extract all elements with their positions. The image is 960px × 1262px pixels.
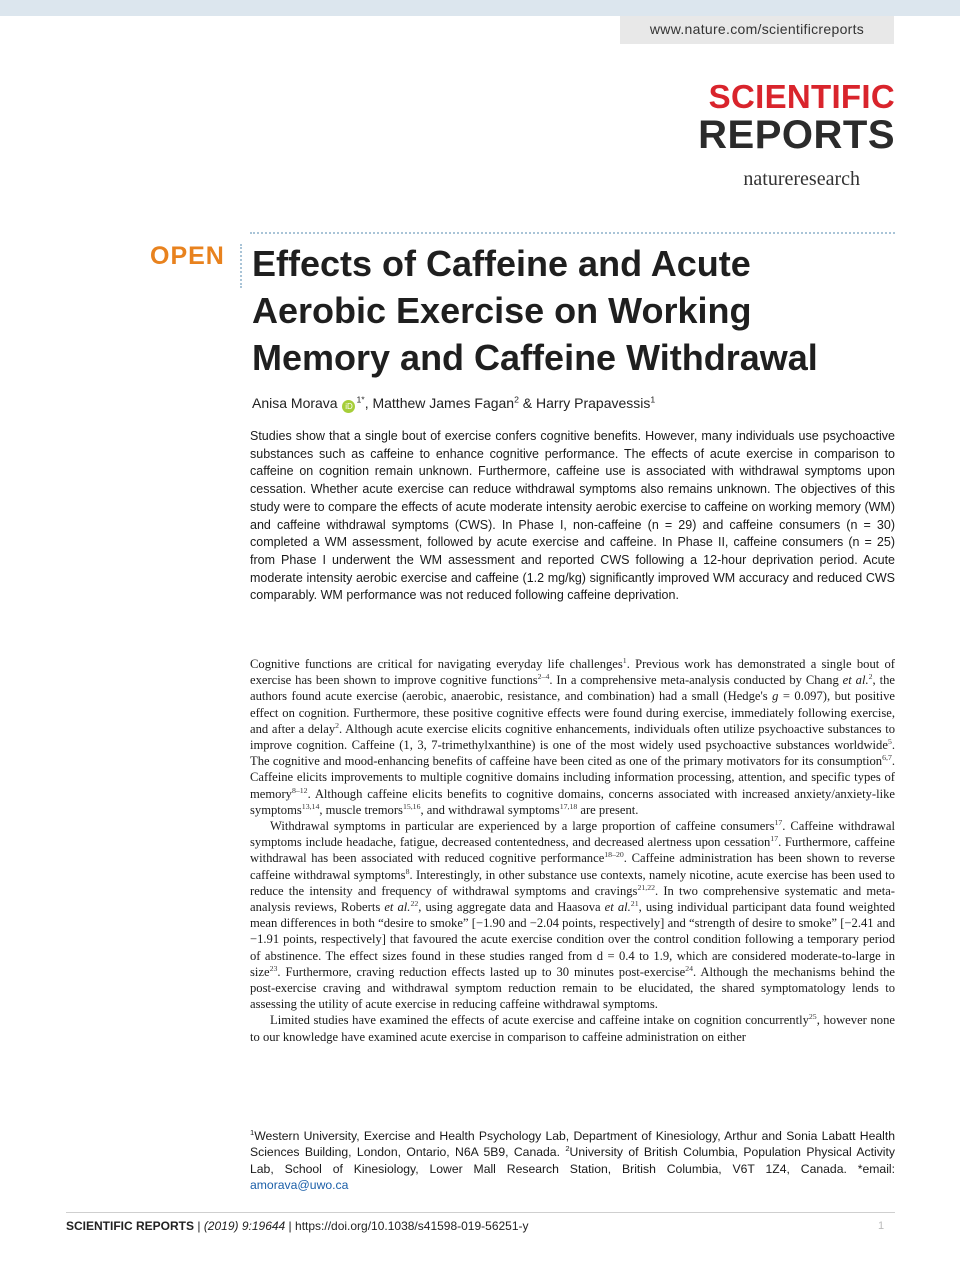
footer-divider <box>66 1212 895 1213</box>
citation-ref[interactable]: 23 <box>269 963 278 973</box>
open-access-label: OPEN <box>150 242 225 270</box>
citation-ref[interactable]: 5 <box>887 736 892 746</box>
footer: SCIENTIFIC REPORTS | (2019) 9:19644 | https://doi.org/10.1038/s41598-019-56251-y <box>66 1219 529 1233</box>
citation-ref[interactable]: 21 <box>630 898 639 908</box>
email-link[interactable]: amorava@uwo.ca <box>250 1177 349 1192</box>
publisher-logo: natureresearch <box>743 168 860 190</box>
citation-ref[interactable]: 6,7 <box>882 753 892 763</box>
citation-ref[interactable]: 22 <box>410 898 419 908</box>
paragraph: Withdrawal symptoms in particular are experienced by a large proportion of caffeine consumers$^{17}$. Caffeine withdrawal symptoms include headache, fatigue, decreased contentedness, and decreased alertness upon cessation$^{17}$. Furthermore, caffeine withdrawal has been associated with reduced cognitive performance$^{18-20}$. Caffeine administration has been shown to reverse caffeine withdrawal symptoms$^8$. Interestingly, in other substance use contexts, namely nicotine, acute exercise has been used to reduce the intensity and frequency of withdrawal symptoms and cravings$^{21,22}$. In two comprehensive systematic and meta-analysis reviews, Roberts et al.$^{22}$, using aggregate data and Haasova et al.$^{21}$, using individual participant data found weighted mean differences in both “desire to smoke” [−1.90 and −2.04 points, respectively] and “strength of desire to smoke” [−2.41 and −1.91 points, respectively] that favoured the acute exercise condition over the control condition following a temporary period of abstinence. The effect sizes found in these studies ranged from d = 0.4 to 1.9, which are considered moderate-to-large in size$^{23}$. Furthermore, craving reduction effects lasted up to 30 minutes post-exercise$^{24}$. Although the mechanisms behind the post-exercise craving and withdrawal symptom reduction remain to be elucidated, the shared symptomatology lends to assessing the utility of acute exercise in reducing caffeine withdrawal symptoms. <box>250 817 895 1012</box>
author-name[interactable]: & Harry Prapavessis <box>518 395 651 411</box>
author-affil-sup: 1* <box>356 394 365 405</box>
journal-url-box[interactable] <box>620 16 894 44</box>
citation-ref[interactable]: 25 <box>808 1012 817 1022</box>
open-divider <box>240 244 242 288</box>
top-band <box>0 0 960 16</box>
citation-ref[interactable]: 2 <box>335 720 340 730</box>
author-affil-sup: 1 <box>650 394 656 405</box>
citation-ref[interactable]: 21,22 <box>637 882 655 892</box>
citation-ref[interactable]: 1 <box>622 655 627 665</box>
paragraph: Limited studies have examined the effects of acute exercise and caffeine intake on cognition concurrently$^{25}$, however none to our knowledge have examined acute exercise in comparison to caffeine administration on either <box>250 1012 895 1044</box>
footer-doi-link[interactable]: https://doi.org/10.1038/s41598-019-56251-y <box>295 1219 529 1233</box>
article-body <box>250 656 895 1045</box>
footer-citation: (2019) 9:19644 <box>203 1219 286 1233</box>
journal-logo-line1: SCIENTIFIC <box>708 78 895 115</box>
abstract: Studies show that a single bout of exercise confers cognitive benefits. However, many individuals use psychoactive substances such as caffeine to enhance cognitive performance. The effects of acute exercise in comparison to caffeine on cognition remain unknown. Furthermore, caffeine use is associated with withdrawal symptoms upon cessation. Whether acute exercise can reduce withdrawal symptoms also remains unknown. The objectives of this study were to compare the effects of acute moderate intensity aerobic exercise to caffeine on working memory (WM) and caffeine withdrawal symptoms (CWS). In Phase I, non-caffeine (n = 29) and caffeine consumers (n = 30) completed a WM assessment, followed by acute exercise and caffeine. In Phase II, caffeine consumers (n = 25) from Phase I underwent the WM assessment and reported CWS following a 12-hour deprivation period. Acute moderate intensity aerobic exercise and caffeine (1.2 mg/kg) significantly improved WM accuracy and reduced CWS comparably. WM performance was not reduced following caffeine deprivation. <box>250 429 895 603</box>
citation-ref[interactable]: 2 <box>868 672 873 682</box>
citation-ref[interactable]: 17 <box>770 834 779 844</box>
paragraph: Cognitive functions are critical for navigating everyday life challenges$^1$. Previous work has demonstrated a single bout of exercise has been shown to improve cognitive functions$^{2-4}$. In a comprehensive meta-analysis conducted by Chang et al.$^2$, the authors found acute exercise (aerobic, anaerobic, resistance, and combination) had a small (Hedge's g = 0.097), but positive effect on cognition. Furthermore, these positive cognitive effects were found during exercise, immediately following exercise, and after a delay$^2$. Although acute exercise elicits cognitive enhancements, individuals often utilize psychoactive substances to improve cognition. Caffeine (1, 3, 7-trimethylxanthine) is one of the most widely used psychoactive substances worldwide$^5$. The cognitive and mood-enhancing benefits of caffeine have been cited as one of the primary motivators for its consumption$^{6,7}$. Caffeine elicits improvements to multiple cognitive domains including information processing, attention, and specific types of memory$^{8-12}$. Although caffeine elicits benefits to cognitive domains, concerns associated with increased anxiety/anxiety-like symptoms$^{13,14}$, muscle tremors$^{15,16}$, and withdrawal symptoms$^{17,18}$ are present. <box>250 655 896 817</box>
author-name[interactable]: Anisa Morava <box>252 395 338 411</box>
citation-ref[interactable]: 2–4 <box>537 672 550 682</box>
footer-journal: SCIENTIFIC REPORTS <box>66 1219 195 1233</box>
author-name[interactable]: , Matthew James Fagan <box>364 395 515 411</box>
journal-url[interactable]: www.nature.com/scientificreports <box>649 21 865 37</box>
citation-ref[interactable]: 18–20 <box>604 850 624 860</box>
citation-ref[interactable]: 8 <box>405 866 410 876</box>
citation-ref[interactable]: 24 <box>685 963 694 973</box>
citation-ref[interactable]: 17,18 <box>559 801 578 811</box>
author-affil-sup: 2 <box>514 394 519 405</box>
citation-ref[interactable]: 15,16 <box>402 801 421 811</box>
page-number: 1 <box>878 1220 885 1232</box>
citation-ref[interactable]: 13,14 <box>301 801 320 811</box>
orcid-icon[interactable]: iD <box>342 400 355 413</box>
journal-logo-line2: REPORTS <box>698 113 895 157</box>
header-divider <box>250 232 895 234</box>
affiliations: $^1$Western University, Exercise and Health Psychology Lab, Department of Kinesiology, Arthur and Sonia Labatt Health Sciences Building, London, Ontario, N6A 5B9, Canada. $^2$University of British Columbia, Population Physical Activity Lab, School of Kinesiology, Lower Mall Research Station, British Columbia, V6T 1Z4, Canada. *email: amorava@uwo.ca <box>250 1127 895 1192</box>
author-list <box>252 395 655 413</box>
citation-ref[interactable]: 17 <box>774 817 783 827</box>
article-title: Effects of Caffeine and Acute Aerobic Exercise on Working Memory and Caffeine Withdrawal <box>252 243 818 378</box>
citation-ref[interactable]: 8–12 <box>291 785 308 795</box>
